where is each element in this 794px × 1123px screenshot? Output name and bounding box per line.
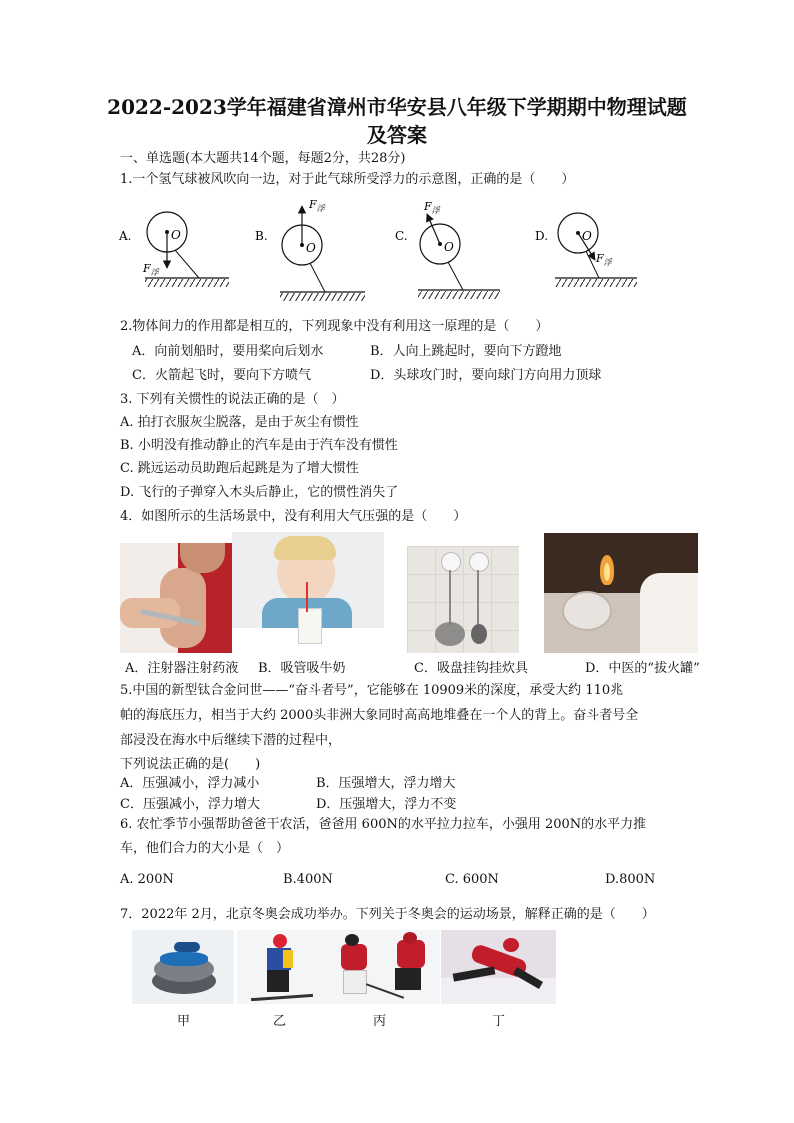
- photo-speed-skating: [441, 930, 556, 1004]
- q1-option-d-diagram: [535, 213, 637, 287]
- q1-label-d: D.: [535, 229, 549, 243]
- q2-option-b: B．人向上跳起时，要向下方蹬地: [370, 344, 562, 359]
- q5-option-c: C．压强减小，浮力增大: [120, 797, 260, 812]
- force-label: $F_浮$: [143, 262, 159, 277]
- photo-suction-hook: [407, 546, 519, 653]
- q5-option-a: A．压强减小，浮力减小: [120, 776, 260, 791]
- center-label-o: O: [582, 229, 592, 243]
- q6-option-a: A. 200N: [120, 872, 174, 887]
- q7-caption-bing: 丙: [373, 1014, 387, 1029]
- section-heading: 一、单选题(本大题共14个题，每题2分，共28分): [120, 151, 406, 166]
- q4-option-c: C．吸盘挂钩挂炊具: [414, 661, 528, 676]
- photo-syringe: [120, 543, 232, 653]
- force-label: $F_浮$: [424, 200, 440, 215]
- q1-label-a: A.: [119, 229, 132, 243]
- photo-hockey: [325, 930, 440, 1004]
- q5-line4: 下列说法正确的是( ): [120, 757, 261, 772]
- q3-option-d: D. 飞行的子弹穿入木头后静止，它的惯性消失了: [120, 485, 399, 500]
- q5-line2: 帕的海底压力，相当于大约 2000头非洲大象同时高高地堆叠在一个人的背上。奋斗者号全: [120, 708, 639, 723]
- q6-line1: 6. 农忙季节小强帮助爸爸干农活，爸爸用 600N的水平拉力拉车，小强用 200N的水平力推: [120, 817, 647, 832]
- q1-option-b-diagram: [255, 198, 365, 301]
- q5-option-d: D．压强增大，浮力不变: [316, 797, 457, 812]
- center-label-o: O: [171, 228, 181, 242]
- q3-option-b: B. 小明没有推动静止的汽车是由于汽车没有惯性: [120, 438, 398, 453]
- ground-hatch: [555, 279, 637, 287]
- balloon-string: [448, 262, 463, 290]
- q2-option-a: A．向前划船时，要用桨向后划水: [132, 344, 324, 359]
- center-label-o: O: [444, 240, 454, 254]
- exam-title-line1: 2022-2023学年福建省漳州市华安县八年级下学期期中物理试题: [107, 95, 687, 119]
- q6-option-d: D.800N: [605, 872, 656, 887]
- q6-line2: 车，他们合力的大小是（ ）: [120, 841, 290, 856]
- ground-hatch: [280, 293, 365, 301]
- photo-cupping: [544, 533, 698, 653]
- q2-stem: 2.物体间力的作用都是相互的，下列现象中没有利用这一原理的是（ ）: [120, 319, 549, 334]
- q4-stem: 4．如图所示的生活场景中，没有利用大气压强的是（ ）: [120, 509, 467, 524]
- q5-line1: 5.中国的新型钛合金问世——“奋斗者号”，它能够在 10909米的深度，承受大约 110兆: [120, 683, 624, 698]
- ground-hatch: [418, 291, 500, 299]
- q7-caption-jia: 甲: [177, 1014, 191, 1029]
- center-label-o: O: [306, 241, 316, 255]
- balloon-string: [310, 263, 325, 292]
- q3-stem: 3. 下列有关惯性的说法正确的是（ ）: [120, 392, 345, 407]
- q7-caption-yi: 乙: [273, 1014, 287, 1029]
- q1-stem: 1.一个氢气球被风吹向一边，对于此气球所受浮力的示意图，正确的是（ ）: [120, 172, 575, 187]
- q1-option-c-diagram: [395, 200, 500, 299]
- q6-option-b: B.400N: [283, 872, 333, 887]
- q6-option-c: C. 600N: [445, 872, 499, 887]
- q3-option-a: A. 拍打衣服灰尘脱落，是由于灰尘有惯性: [120, 415, 359, 430]
- photo-curling: [132, 930, 234, 1004]
- q3-option-c: C. 跳远运动员助跑后起跳是为了增大惯性: [120, 461, 359, 476]
- q2-option-d: D．头球攻门时，要向球门方向用力顶球: [370, 368, 602, 383]
- q5-option-b: B．压强增大，浮力增大: [316, 776, 456, 791]
- q7-caption-ding: 丁: [492, 1014, 506, 1029]
- photo-straw-milk: [232, 532, 384, 653]
- photo-skier: [237, 930, 325, 1004]
- exam-title-line2: 及答案: [367, 123, 427, 147]
- q1-diagrams: [115, 192, 655, 312]
- q4-option-d: D．中医的“拔火罐”: [585, 661, 700, 676]
- q1-diagram-svg: [115, 192, 655, 312]
- force-label: $F_浮$: [309, 198, 325, 213]
- force-label: $F_浮$: [596, 252, 612, 267]
- q7-stem: 7．2022年 2月，北京冬奥会成功举办。下列关于冬奥会的运动场景，解释正确的是（ ）: [120, 907, 655, 922]
- q1-option-a-diagram: [118, 212, 229, 287]
- q4-option-a: A．注射器注射药液: [125, 661, 239, 676]
- ground-hatch: [145, 279, 229, 287]
- force-arrow: [427, 214, 440, 244]
- q1-label-b: B.: [255, 229, 268, 243]
- q1-label-c: C.: [395, 229, 408, 243]
- q4-option-b: B．吸管吸牛奶: [258, 661, 346, 676]
- q5-line3: 部浸没在海水中后继续下潜的过程中，: [120, 733, 342, 748]
- balloon-string: [175, 250, 199, 278]
- q2-option-c: C．火箭起飞时，要向下方喷气: [132, 368, 311, 383]
